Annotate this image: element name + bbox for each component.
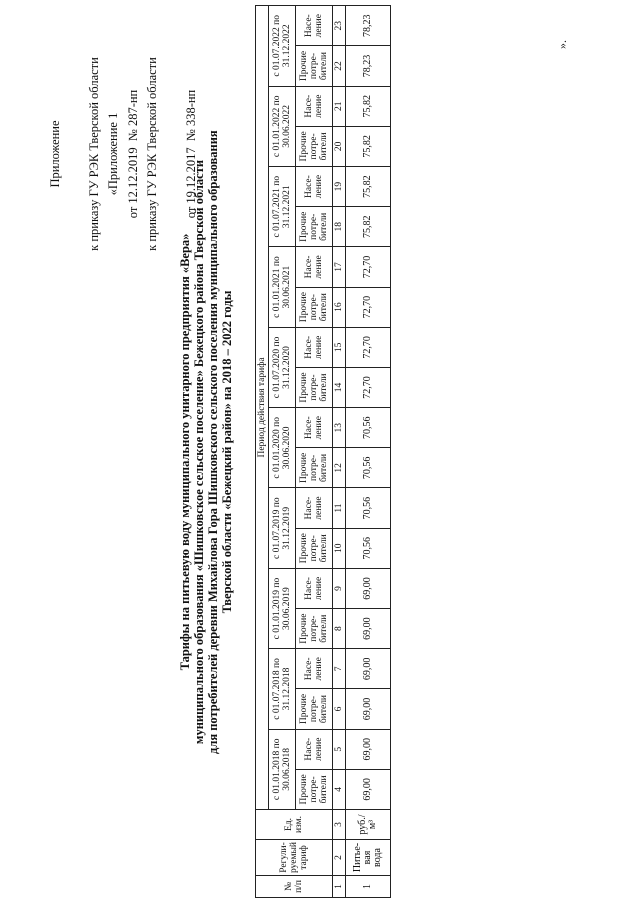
periods-row (269, 5, 296, 897)
subheader-population: Насе-ление (296, 649, 333, 689)
annex-line: от 19.12.2017 № 338-нп (184, 89, 198, 219)
tariff-value: 69,00 (346, 568, 391, 608)
column-number: 11 (333, 488, 346, 528)
column-number: 7 (333, 649, 346, 689)
subheader-population: Насе-ление (296, 408, 333, 448)
subheader-population: Насе-ление (296, 729, 333, 769)
tariff-value: 75,82 (346, 126, 391, 166)
tariff-table (255, 5, 391, 898)
column-number: 15 (333, 327, 346, 367)
tariff-value: 69,00 (346, 729, 391, 769)
row-no: 1 (346, 876, 391, 898)
tariff-value: 70,56 (346, 528, 391, 568)
title-line: муниципального образования «Шишковское сельское поселение» Бежецкого района Тверской области (192, 159, 206, 745)
column-number: 23 (333, 5, 346, 45)
column-number: 18 (333, 207, 346, 247)
period-header: с 01.07.2020 по 31.12.2020 (269, 327, 296, 407)
annex-line: к приказу ГУ РЭК Тверской области (145, 57, 159, 251)
subheader-other-consumers: Прочие потре-бители (296, 207, 333, 247)
column-number: 1 (333, 876, 346, 898)
subheader-other-consumers: Прочие потре-бители (296, 126, 333, 166)
period-header: с 01.07.2022 по 31.12.2022 (269, 5, 296, 86)
subheader-population: Насе-ление (296, 247, 333, 287)
period-header: с 01.07.2018 по 31.12.2018 (269, 649, 296, 729)
subheader-other-consumers: Прочие потре-бители (296, 528, 333, 568)
title-line: Тверской области «Бежецкий район» на 2018 – 2022 годы (220, 290, 234, 614)
column-number: 8 (333, 609, 346, 649)
closing-mark: ». (555, 40, 569, 49)
period-header: с 01.01.2022 по 30.06.2022 (269, 86, 296, 166)
subheader-population: Насе-ление (296, 86, 333, 126)
subheader-other-consumers: Прочие потре-бители (296, 367, 333, 407)
column-number: 5 (333, 729, 346, 769)
column-number: 4 (333, 769, 346, 809)
subheader-other-consumers: Прочие потре-бители (296, 689, 333, 729)
annex-line: «Приложение 1 (106, 112, 120, 196)
column-number: 6 (333, 689, 346, 729)
period-header: с 01.01.2018 по 30.06.2018 (269, 729, 296, 809)
subheader-other-consumers: Прочие потре-бители (296, 46, 333, 86)
period-header: с 01.07.2019 по 31.12.2019 (269, 488, 296, 568)
column-number: 14 (333, 367, 346, 407)
subheader-population: Насе-ление (296, 167, 333, 207)
tariff-value: 72,70 (346, 287, 391, 327)
subheader-population: Насе-ление (296, 327, 333, 367)
title-line: для потребителей деревни Михайлова Гора Шишковского сельского поселения муниципального образования (206, 130, 220, 754)
tariff-value: 72,70 (346, 367, 391, 407)
header-col-tariff: Регули-руемый тариф (256, 840, 333, 876)
tariff-value: 78,23 (346, 5, 391, 45)
tariff-value: 70,56 (346, 488, 391, 528)
annex-line: от 12.12.2019 № 287-нп (126, 89, 140, 219)
tariff-value: 72,70 (346, 327, 391, 367)
row-tariff: Питье-вая вода (346, 840, 391, 876)
subheader-other-consumers: Прочие потре-бители (296, 287, 333, 327)
column-number: 19 (333, 167, 346, 207)
annex-line: к приказу ГУ РЭК Тверской области (87, 57, 101, 251)
subheader-population: Насе-ление (296, 568, 333, 608)
column-number: 21 (333, 86, 346, 126)
column-number: 10 (333, 528, 346, 568)
tariff-value: 75,82 (346, 167, 391, 207)
column-number: 2 (333, 840, 346, 876)
row-unit: руб./м³ (346, 810, 391, 840)
column-number: 9 (333, 568, 346, 608)
title-line: Тарифы на питьевую воду муниципального унитарного предприятия «Вера» (178, 233, 192, 671)
tariff-value: 69,00 (346, 649, 391, 689)
subheader-other-consumers: Прочие потре-бители (296, 769, 333, 809)
column-number: 17 (333, 247, 346, 287)
tariff-value: 69,00 (346, 609, 391, 649)
annex-line: Приложение (48, 120, 62, 188)
tariff-value: 72,70 (346, 247, 391, 287)
column-number: 12 (333, 448, 346, 488)
column-number: 3 (333, 810, 346, 840)
subheader-row (296, 5, 333, 897)
period-header: с 01.01.2021 по 30.06.2021 (269, 247, 296, 327)
subheader-other-consumers: Прочие потре-бители (296, 448, 333, 488)
subheader-population: Насе-ление (296, 5, 333, 45)
header-col-no: № п/п (256, 876, 333, 898)
tariff-value: 78,23 (346, 46, 391, 86)
tariff-value: 69,00 (346, 689, 391, 729)
tariff-value: 70,56 (346, 408, 391, 448)
header-period: Период действия тарифа (256, 5, 269, 809)
header-col-unit: Ед. изм. (256, 810, 333, 840)
tariff-value: 69,00 (346, 769, 391, 809)
period-header: с 01.01.2020 по 30.06.2020 (269, 408, 296, 488)
table-row (346, 5, 391, 897)
tariff-value: 70,56 (346, 448, 391, 488)
subheader-population: Насе-ление (296, 488, 333, 528)
document-title (178, 130, 234, 754)
subheader-other-consumers: Прочие потре-бители (296, 609, 333, 649)
column-number: 13 (333, 408, 346, 448)
period-header: с 01.01.2019 по 30.06.2019 (269, 568, 296, 648)
tariff-value: 75,82 (346, 207, 391, 247)
column-numbers-row (333, 5, 346, 897)
column-number: 22 (333, 46, 346, 86)
period-header: с 01.07.2021 по 31.12.2021 (269, 167, 296, 247)
column-number: 20 (333, 126, 346, 166)
tariff-value: 75,82 (346, 86, 391, 126)
column-number: 16 (333, 287, 346, 327)
